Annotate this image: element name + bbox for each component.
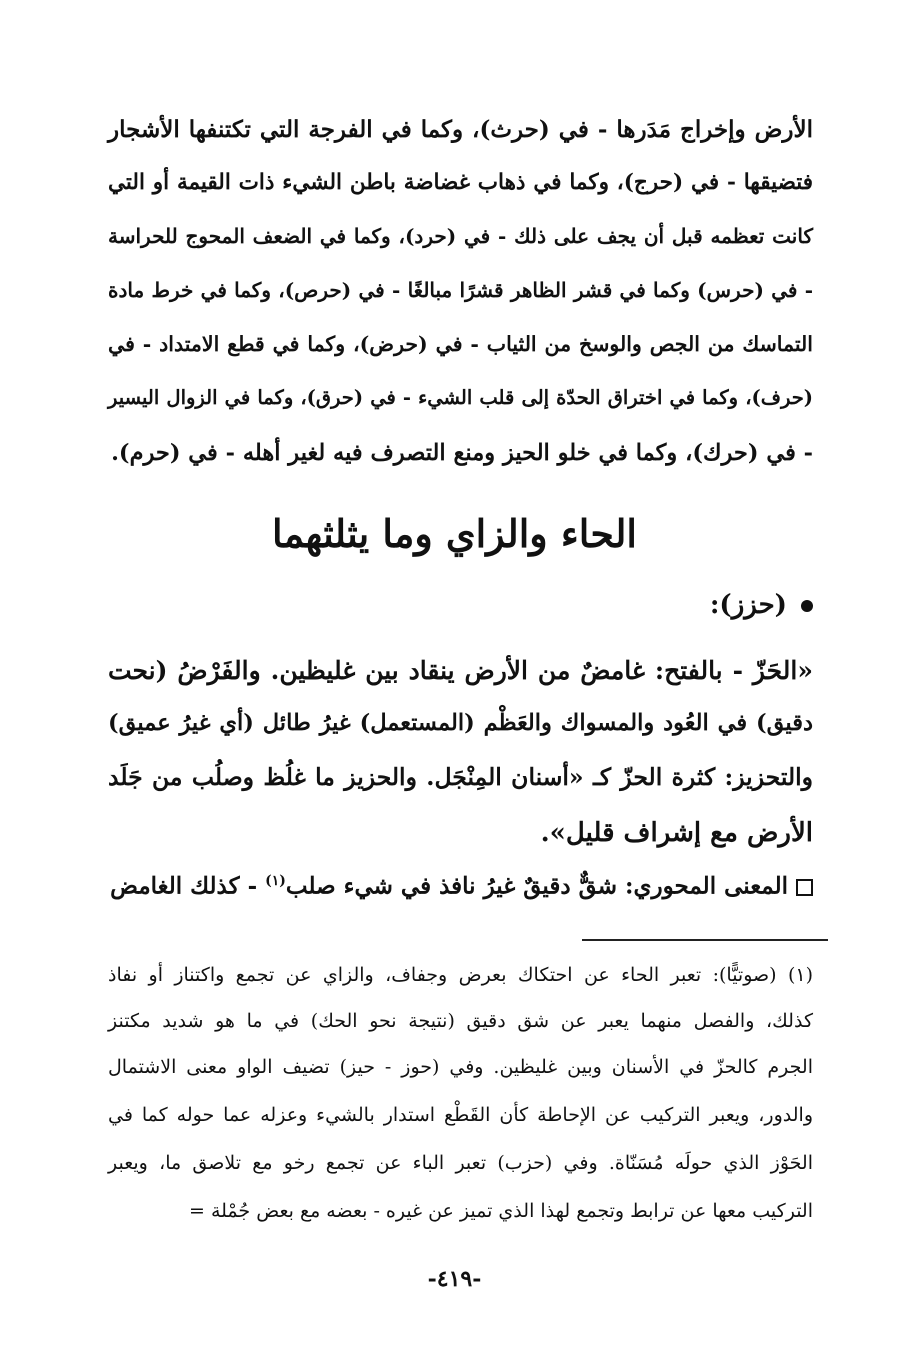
body-line-7: - في (حرك)، وكما في خلو الحيز ومنع التصرف فيه لغير أهله - في (حرم). — [111, 440, 813, 466]
footnote-line-5: الحَوْز الذي حولَه مُسَنّاة. وفي (حزب) تعبر الباء عن تجمع رخو مع تلاصق ما، ويعبر — [108, 1152, 813, 1174]
section-heading: الحاء والزاي وما يثلثهما — [272, 511, 637, 556]
square-marker-icon — [796, 879, 813, 896]
page-number: -٤١٩- — [427, 1266, 482, 1292]
entry-heading: (حزز): — [709, 590, 787, 620]
body-line-2: فتضيقها - في (حرج)، وكما في ذهاب غضاضة باطن الشيء ذات القيمة أو التي — [108, 170, 813, 195]
definition-text-continued: - كذلك الغامض — [110, 872, 266, 900]
footnote-line-1: (١) (صوتيًّا): تعبر الحاء عن احتكاك بعرض وجفاف، والزاي عن تجمع واكتناز أو نفاذ — [108, 964, 813, 986]
body-line-6: (حرف)، وكما في اختراق الحدّة إلى قلب الشيء - في (حرق)، وكما في الزوال اليسير — [108, 386, 813, 409]
body-line-1: الأرض وإخراج مَدَرها - في (حرث)، وكما في الفرجة التي تكتنفها الأشجار — [108, 116, 813, 143]
footnote-separator — [582, 939, 828, 941]
footnote-line-4: والدور، ويعبر التركيب عن الإحاطة كأن القَطْع استدار بالشيء وعزله عما حوله كما في — [108, 1104, 813, 1126]
entry-heading-row — [710, 592, 813, 618]
quote-line-3: والتحزيز: كثرة الحزّ كـ «أسنان المِنْجَل. والحزيز ما غلُظ وصلُب من جَلَد — [108, 763, 813, 791]
footnote-line-6: التركيب معها عن ترابط وتجمع لهذا الذي تميز عن غيره - بعضه مع بعض جُمْلة = — [189, 1200, 813, 1222]
quote-line-4: الأرض مع إشراف قليل». — [540, 818, 813, 848]
footnote-line-2: كذلك، والفصل منهما يعبر عن شق دقيق (نتيجة نحو الحك) في ما هو شديد مكتنز — [108, 1010, 813, 1032]
body-line-3: كانت تعظمه قبل أن يجف على ذلك - في (حرد)، وكما في الضعف المحوج للحراسة — [108, 224, 813, 248]
footnote-reference: (١) — [265, 873, 286, 889]
definition-text: المعنى المحوري: شقٌّ دقيقٌ غيرُ نافذ في شيء صلب — [285, 872, 788, 900]
body-line-5: التماسك من الجص والوسخ من الثياب - في (حرض)، وكما في قطع الامتداد - في — [108, 332, 813, 356]
footnote-line-3: الجرم كالحزّ في الأسنان وبين غليظين. وفي (حوز - حيز) تضيف الواو معنى الاشتمال — [108, 1056, 813, 1078]
bullet-icon — [801, 600, 813, 612]
body-line-4: - في (حرس) وكما في قشر الظاهر قشرًا مبالغًا - في (حرص)، وكما في خرط مادة — [108, 278, 813, 302]
definition-line — [108, 874, 813, 898]
quote-line-1: «الحَزّ - بالفتح: غامضٌ من الأرض ينقاد بين غليظين. والفَرْضُ (نحت — [108, 656, 813, 685]
quote-line-2: دقيق) في العُود والمسواك والعَظْم (المستعمل) غيرُ طائل (أي غيرُ عميق) — [108, 710, 813, 736]
